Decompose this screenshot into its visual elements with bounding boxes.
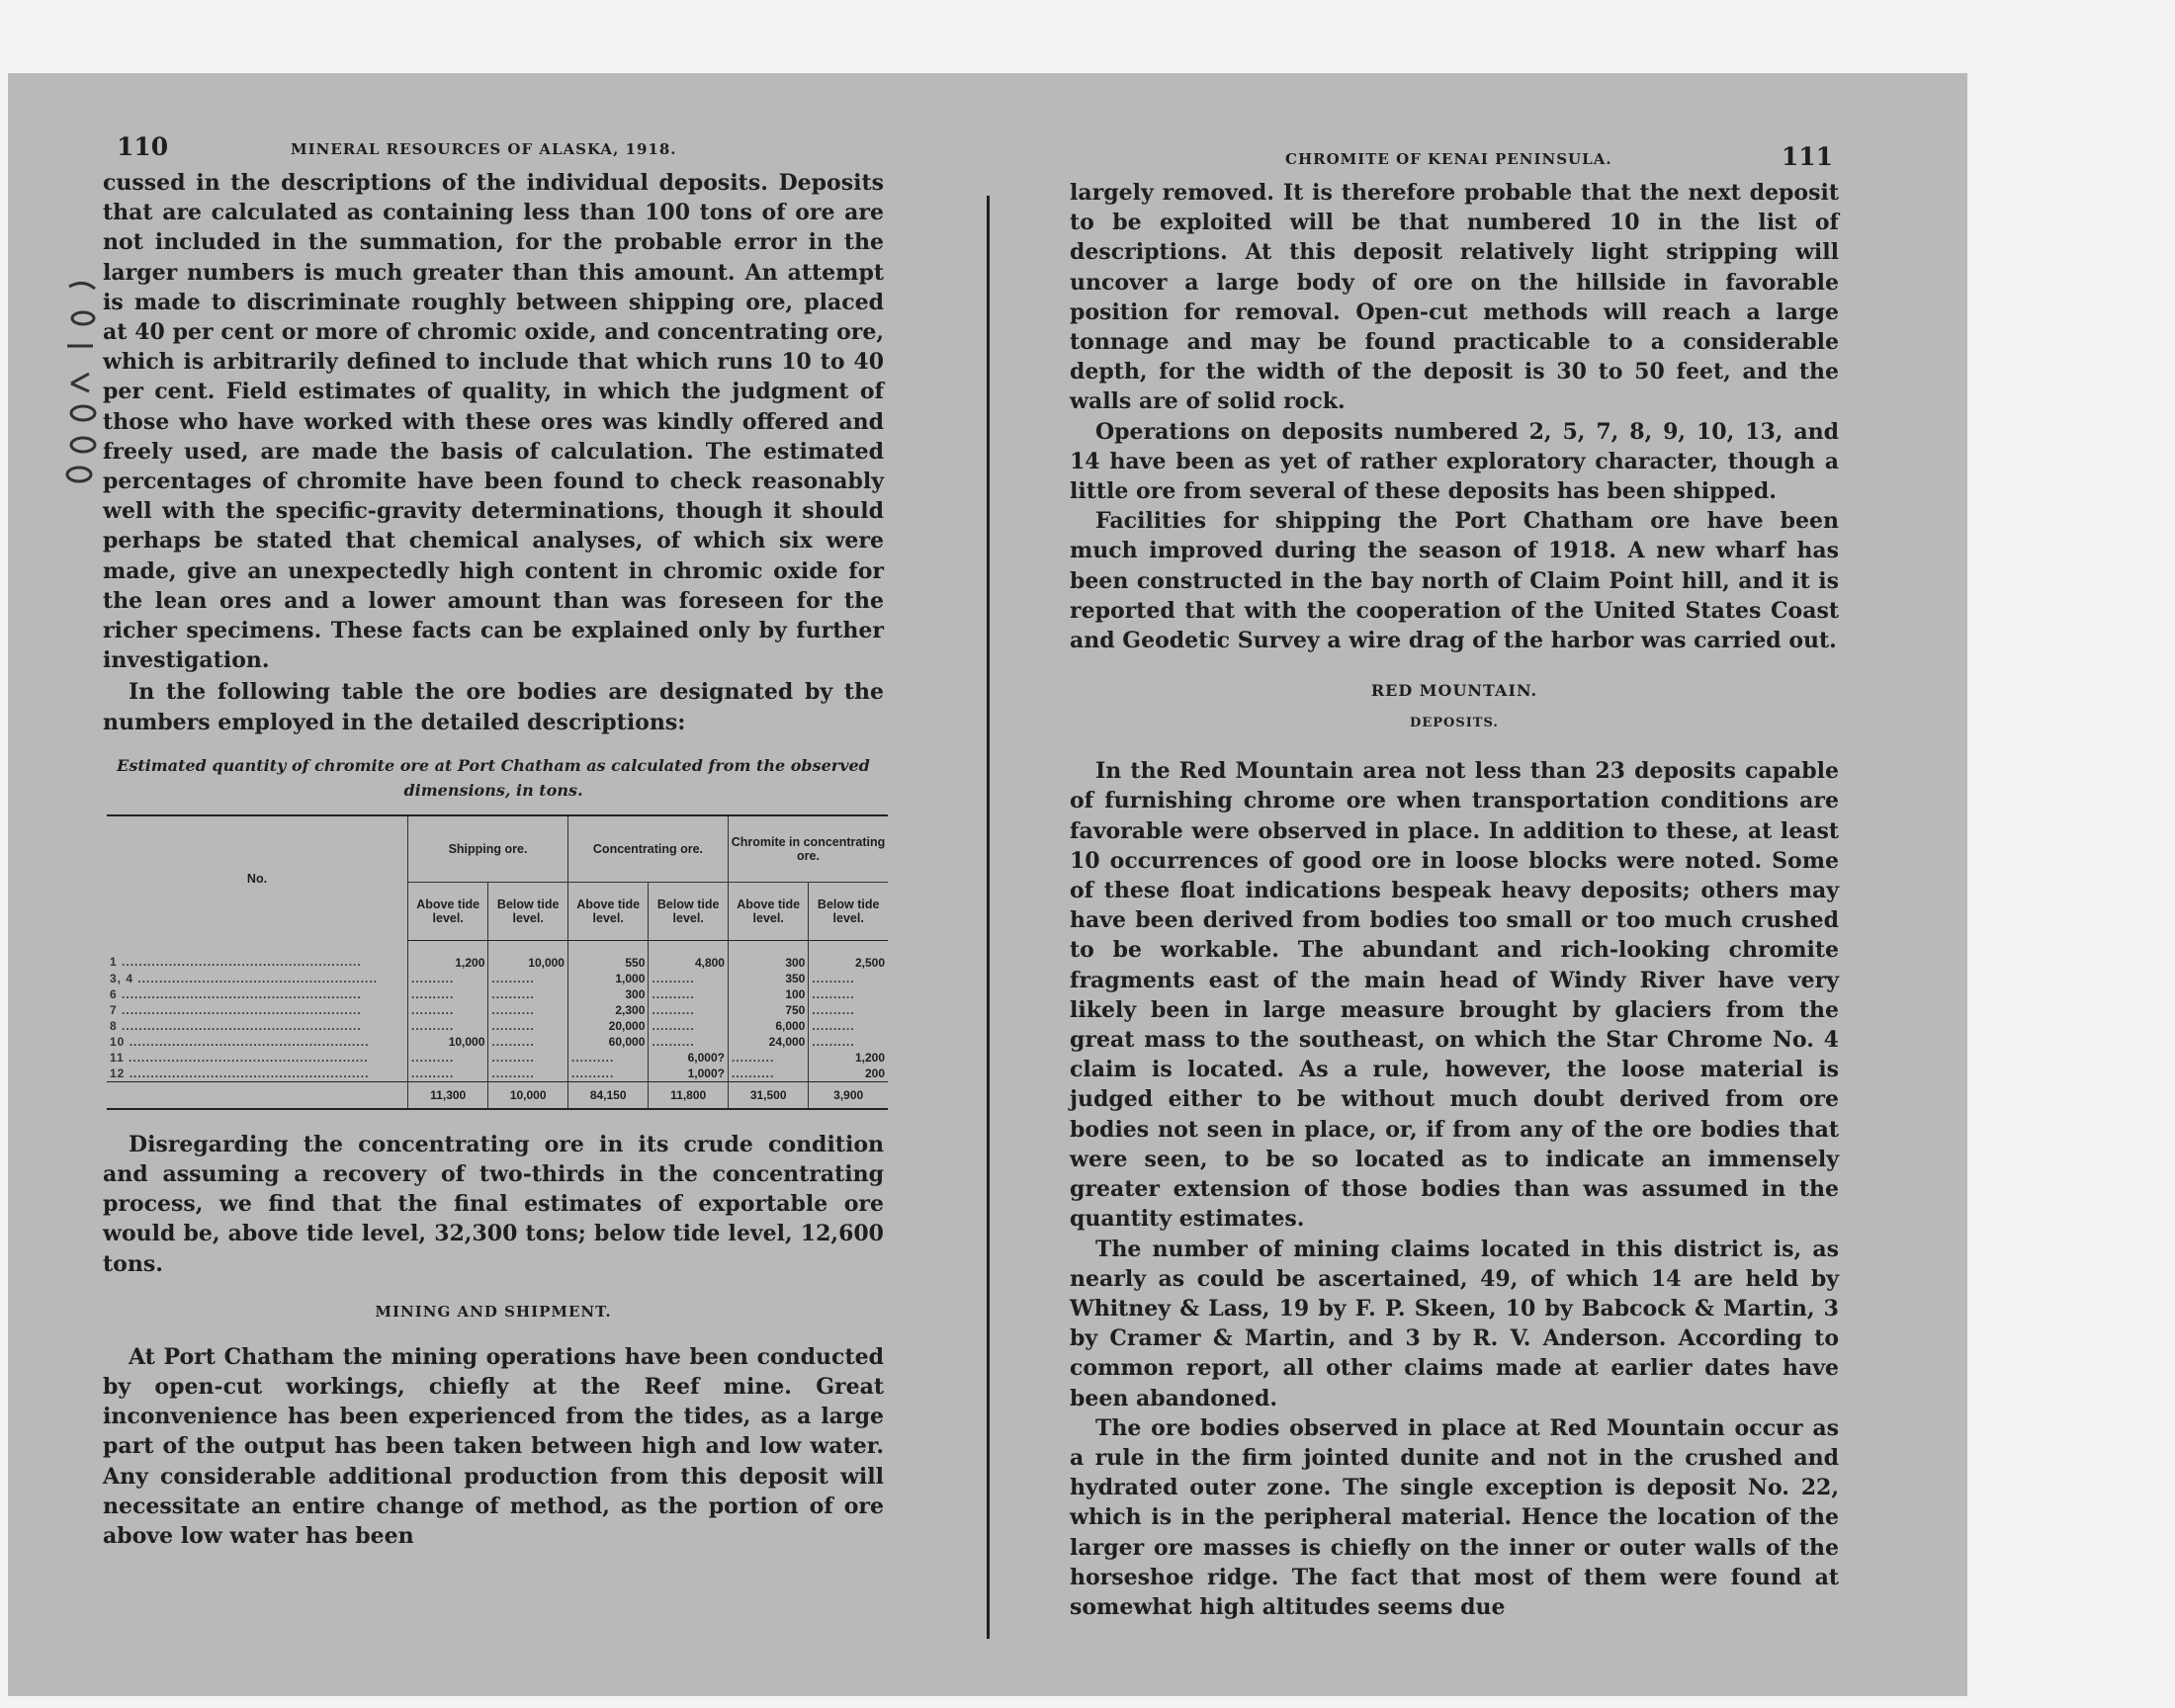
row-number: 3, 4 [110,971,134,985]
left-running-title: MINERAL RESOURCES OF ALASKA, 1918. [291,140,677,158]
table-cell: .......... [408,1050,488,1066]
heading-deposits: DEPOSITS. [1410,716,1499,731]
table-row [107,986,888,1002]
row-number: 1 [110,955,118,970]
table-row [107,1050,888,1066]
left-paragraph-1: cussed in the descriptions of the individual deposits. Deposits that are calculated as containing less than 100 tons of ore are not included in the summation, for the probable error in the larger numbers is much greater than this amount. An attempt is made to discriminate roughly between shipping ore, placed at 40 per cent or more of chromic oxide, and concentrating ore, which is arbitrarily defined to include that which runs 10 to 40 per cent. Field estimates of quality, in which the judgment of those who have worked with these ores was kindly offered and freely used, are made the basis of calculation. The estimated percentages of chromite have been found to check reasonably well with the specific-gravity determinations, though it should perhaps be stated that chemical analyses, of which six were made, give an unexpectedly high content in chromic oxide for the lean ores and a lower amount than was foreseen for the richer specimens. These facts can be explained only by further investigation. [103,170,884,674]
row-number: 6 [110,986,118,1001]
table-cell: 1,000 [567,971,648,986]
table-cell: 550 [567,940,648,971]
table-cell: .......... [488,1034,568,1050]
table-cell: 350 [728,971,808,986]
table-cell: .......... [408,1066,488,1082]
total-cell: 3,900 [809,1081,888,1109]
table-body [107,940,888,1081]
table-cell-no [107,940,408,971]
table-cell: .......... [728,1050,808,1066]
table-cell: .......... [649,1018,729,1034]
table-subheader: Below tide level. [488,882,568,940]
leader-dots: ........................................................ [125,1066,370,1080]
table-cell: 20,000 [567,1018,648,1034]
chromite-table [107,814,888,1110]
leader-dots: ........................................................ [124,1050,369,1065]
left-running-head [103,128,884,168]
table-cell: .......... [488,1050,568,1066]
leader-dots: ........................................................ [117,955,362,970]
total-cell: 84,150 [567,1081,648,1109]
table-row [107,1034,888,1050]
right-paragraph-3: Facilities for shipping the Port Chatham ore have been much improved during the season of 1918. A new wharf has been constructed in the bay north of Claim Point hill, and it is reported that with the cooperation of the United States Coast and Geodetic Survey a wire drag of the harbor was carried out. [1070,508,1839,654]
leader-dots: ........................................................ [125,1034,370,1049]
table-cell-no [107,971,408,986]
leader-dots: ........................................................ [117,1018,362,1033]
right-paragraph-6: The ore bodies observed in place at Red Mountain occur as a rule in the firm jointed dunite and not in the crushed and hydrated outer zone. The single exception is deposit No. 22, which is in the peripheral material. Hence the location of the larger ore masses is chiefly on the inner or outer walls of the horseshoe ridge. The fact that most of them were found at somewhat high altitudes seems due [1070,1414,1839,1620]
table-total-row [107,1081,888,1109]
table-header-concentrating: Concentrating ore. [567,815,728,883]
right-paragraph-1: largely removed. It is therefore probable that the next deposit to be exploited will be that numbered 10 in the list of descriptions. At this deposit relatively light stripping will uncover a large body of ore on the hillside in favorable position for removal. Open-cut methods will reach a large tonnage and may be found practicable to a considerable depth, for the width of the deposit is 30 to 50 feet, and the walls are of solid rock. [1070,180,1839,415]
table-cell: .......... [728,1066,808,1082]
table-cell-no [107,1034,408,1050]
heading-red-mountain: RED MOUNTAIN. [1370,681,1538,701]
right-page-number: 111 [1781,142,1833,171]
table-cell: .......... [488,1018,568,1034]
left-paragraph-4: At Port Chatham the mining operations have been conducted by open-cut workings, chiefly at the Reef mine. Great inconvenience has been experienced from the tides, as a large part of the output has been taken between high and low water. Any considerable additional production from this deposit will necessitate an entire change of method, as the portion of ore above low water has been [103,1343,884,1550]
table-cell: 300 [728,940,808,971]
total-cell: 31,500 [728,1081,808,1109]
table-cell: 2,500 [809,940,888,971]
table-cell: .......... [488,1002,568,1018]
table-cell: 100 [728,986,808,1002]
table-cell: 1,200 [408,940,488,971]
leader-dots: ........................................................ [133,971,379,985]
right-running-head [1070,138,1839,178]
right-paragraph-4: In the Red Mountain area not less than 23 deposits capable of furnishing chrome ore when transportation conditions are favorable were observed in place. In addition to these, at least 10 occurrences of good ore in loose blocks were noted. Some of these float indications bespeak heavy deposits; others may have been derived from bodies too small or too much crushed to be workable. The abundant and rich-looking chromite fragments east of the main head of Windy River have very likely been in large measure brought by glaciers from the great mass to the southeast, on which the Star Chrome No. 4 claim is located. As a rule, however, the loose material is judged either to be without much doubt derived from ore bodies not seen in place, or, if from any of the ore bodies that were seen, to be so located as to indicate an immensely greater extension of those bodies than was assumed in the quantity estimates. [1070,758,1839,1233]
table-cell: .......... [408,986,488,1002]
row-number: 10 [110,1034,126,1049]
center-gutter-rule [987,196,990,1639]
heading-mining-and-shipment: MINING AND SHIPMENT. [375,1302,612,1321]
table-cell: .......... [408,971,488,986]
table-cell-no [107,986,408,1002]
table-cell: .......... [488,986,568,1002]
table-cell: 4,800 [649,940,729,971]
table-subheader: Below tide level. [649,882,729,940]
table-cell: 200 [809,1066,888,1082]
total-cell: 10,000 [488,1081,568,1109]
table-cell: .......... [649,1034,729,1050]
total-cell: 11,300 [408,1081,488,1109]
table-cell: .......... [567,1066,648,1082]
row-number: 11 [110,1050,125,1065]
table-cell: 60,000 [567,1034,648,1050]
table-cell: 750 [728,1002,808,1018]
right-running-title: CHROMITE OF KENAI PENINSULA. [1285,150,1612,168]
table-row [107,1018,888,1034]
row-number: 8 [110,1018,118,1033]
table-cell: 1,000? [649,1066,729,1082]
table-row [107,1002,888,1018]
table-cell: .......... [649,1002,729,1018]
table-cell: 2,300 [567,1002,648,1018]
table-caption: Estimated quantity of chromite ore at Port Chatham as calculated from the observed dimensions, in tons. [117,755,870,800]
row-number: 12 [110,1066,126,1080]
leader-dots: ........................................................ [117,1002,362,1017]
table-cell: 10,000 [488,940,568,971]
table-cell: .......... [567,1050,648,1066]
table-cell-no [107,1002,408,1018]
table-cell: 6,000 [728,1018,808,1034]
total-label-cell [107,1081,408,1109]
left-paragraph-2: In the following table the ore bodies are designated by the numbers employed in the detailed descriptions: [103,679,884,735]
right-paragraph-2: Operations on deposits numbered 2, 5, 7, 8, 9, 10, 13, and 14 have been as yet of rather exploratory character, though a little ore from several of these deposits has been shipped. [1070,418,1839,505]
table-cell: .......... [809,1034,888,1050]
table-cell: .......... [809,986,888,1002]
table-cell: 10,000 [408,1034,488,1050]
table-subheader: Above tide level. [408,882,488,940]
table-cell: .......... [488,1066,568,1082]
table-cell: 6,000? [649,1050,729,1066]
left-page [103,128,884,1551]
table-subheader: Below tide level. [809,882,888,940]
table-subheader: Above tide level. [728,882,808,940]
table-cell-no [107,1066,408,1082]
table-cell-no [107,1018,408,1034]
table-cell: .......... [488,971,568,986]
total-cell: 11,800 [649,1081,729,1109]
table-cell: .......... [408,1018,488,1034]
table-cell: .......... [809,1018,888,1034]
table-cell: .......... [809,1002,888,1018]
table-cell: 1,200 [809,1050,888,1066]
margin-stamp-marks [59,277,109,504]
table-cell: 300 [567,986,648,1002]
right-page [1070,142,1839,1622]
left-page-number: 110 [117,132,169,161]
table-subheader: Above tide level. [567,882,648,940]
table-cell: .......... [809,971,888,986]
table-header-shipping: Shipping ore. [408,815,568,883]
leader-dots: ........................................................ [117,986,362,1001]
table-cell: .......... [649,986,729,1002]
table-header-chromite: Chromite in concentrating ore. [728,815,888,883]
row-number: 7 [110,1002,118,1017]
right-paragraph-5: The number of mining claims located in this district is, as nearly as could be ascertained, 49, of which 14 are held by Whitney & Lass, 19 by F. P. Skeen, 10 by Babcock & Martin, 3 by Cramer & Martin, and 3 by R. V. Anderson. According to common report, all other claims made at earlier dates have been abandoned. [1070,1236,1839,1411]
table-cell: .......... [408,1002,488,1018]
table-row [107,940,888,971]
table-header-no: No. [107,815,408,941]
left-paragraph-3: Disregarding the concentrating ore in its crude condition and assuming a recovery of two-thirds in the concentrating process, we find that the final estimates of exportable ore would be, above tide level, 32,300 tons; below tide level, 12,600 tons. [103,1131,884,1277]
table-cell: 24,000 [728,1034,808,1050]
table-cell: .......... [649,971,729,986]
table-row [107,1066,888,1082]
table-row [107,971,888,986]
table-cell-no [107,1050,408,1066]
